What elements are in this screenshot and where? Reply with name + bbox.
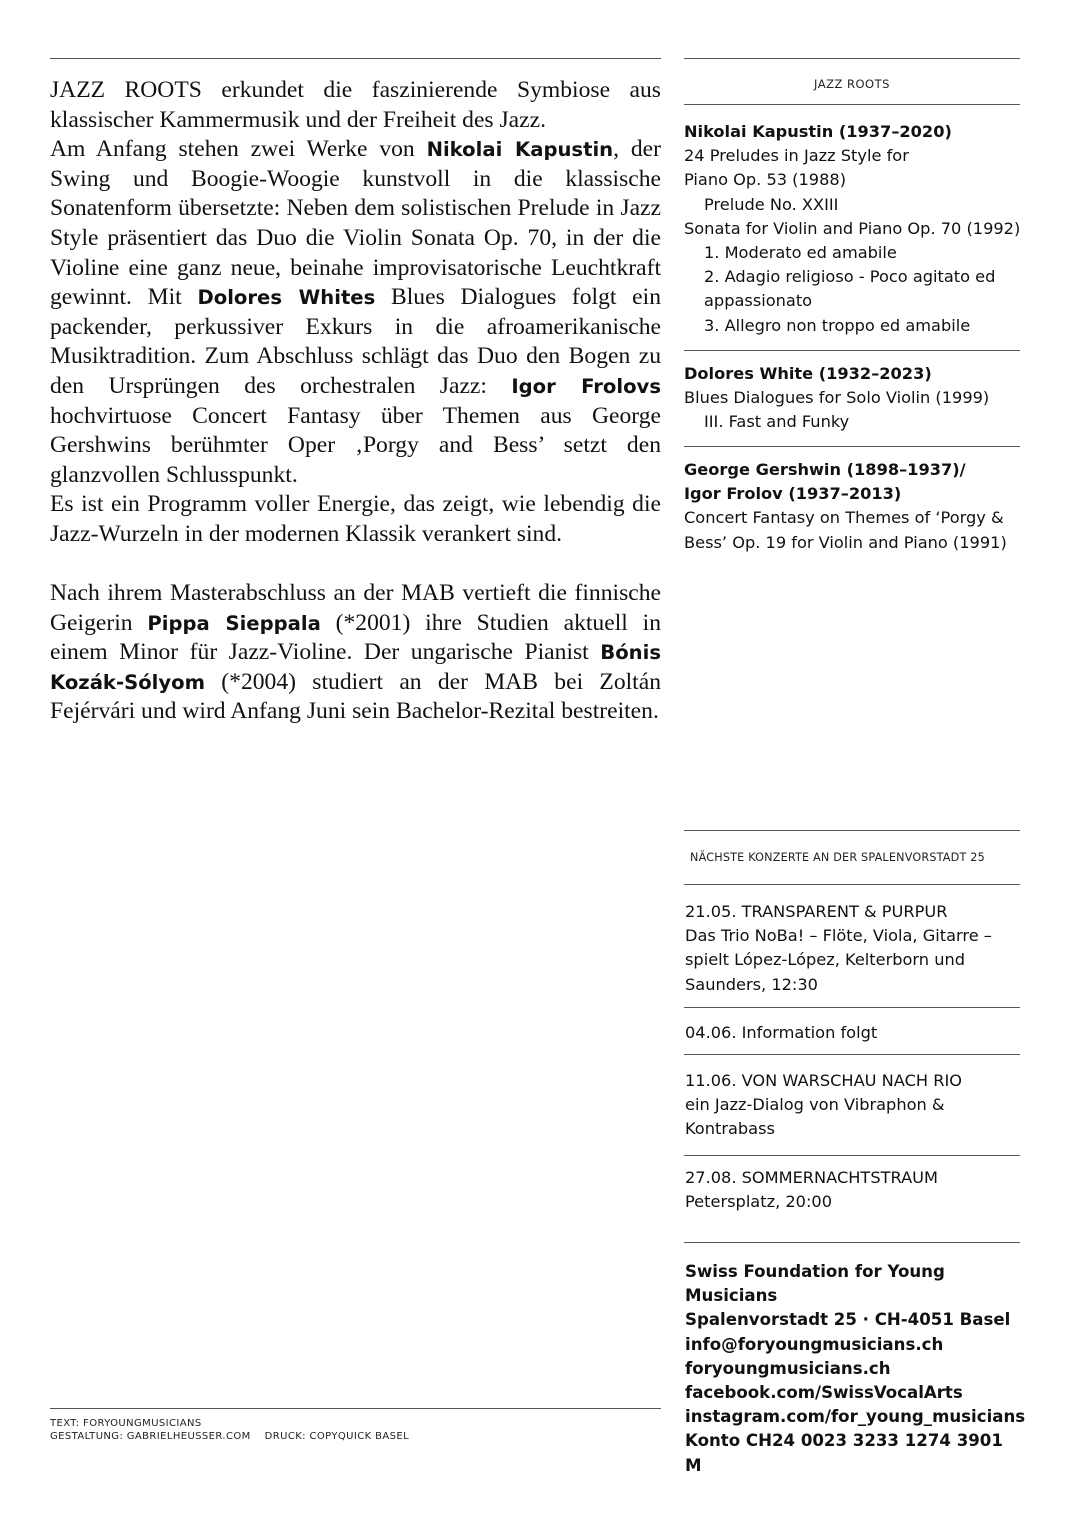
work-title: Sonata for Violin and Piano Op. 70 (1992)	[684, 218, 1021, 238]
event-title: 21.05. TRANSPARENT & PURPUR	[685, 902, 948, 921]
left-top-rule	[50, 58, 661, 59]
email-link[interactable]: info@foryoungmusicians.ch	[685, 1334, 944, 1354]
website-link[interactable]: foryoungmusicians.ch	[685, 1358, 891, 1378]
intro-paragraph-2: Am Anfang stehen zwei Werke von Nikolai Kapustin, der Swing und Boogie-Woogie kunstvoll in die klassische Sonatenform übersetzte: Neben dem solistischen Prelude in Jazz Style präsentiert das Duo die Violin Sonata Op. 70, in der die Violine eine ganz neue, beinahe improvisatorische Leuchtkraft gewinnt. Mit Dolores Whites Blues Dialogues folgt ein packender, perkussiver Exkurs in die afroamerikanische Musiktradition. Zum Abschluss schlägt das Duo den Bogen zu den Ursprüngen des orchestralen Jazz: Igor Frolovs hochvirtuose Concert Fantasy über Themen aus George Gershwins berühmter Oper ‚Porgy and Bess’ setzt den glanzvollen Schlusspunkt.	[50, 136, 662, 488]
event-detail: Petersplatz, 20:00	[685, 1192, 833, 1212]
upcoming-heading: NÄCHSTE KONZERTE AN DER SPALENVORSTADT 25	[690, 851, 985, 864]
credits	[50, 1417, 661, 1443]
movement: III. Fast and Funky	[704, 412, 850, 432]
event-rule-2	[684, 1054, 1020, 1055]
credits-rule	[50, 1408, 661, 1409]
movement: 2. Adagio religioso - Poco agitato ed appassionato	[704, 267, 996, 311]
work-title: Concert Fantasy on Themes of ‘Porgy & Bess’ Op. 19 for Violin and Piano (1991)	[684, 508, 1007, 552]
event-title: 11.06. VON WARSCHAU NACH RIO	[685, 1071, 962, 1090]
contact-rule	[684, 1242, 1020, 1243]
facebook-link[interactable]: facebook.com/SwissVocalArts	[685, 1383, 963, 1403]
movement: 1. Moderato ed amabile	[704, 243, 897, 263]
upcoming-top-rule	[684, 830, 1020, 831]
program-rule-1	[684, 350, 1020, 351]
event-1	[685, 900, 1021, 997]
composer-name: Igor Frolovs	[511, 374, 661, 398]
composer-name: Nikolai Kapustin	[426, 138, 614, 162]
performer-name: Pippa Sieppala	[147, 611, 321, 635]
work-title: 24 Preludes in Jazz Style for	[684, 146, 909, 166]
intro-paragraph-1: JAZZ ROOTS erkundet die faszinierende Symbiose aus klassischer Kammermusik und der Freiheit des Jazz.	[50, 77, 661, 133]
event-title: 04.06. Information folgt	[685, 1023, 878, 1042]
composer-frolov: Igor Frolov (1937–2013)	[684, 484, 902, 504]
composer-name: Dolores Whites	[197, 286, 376, 310]
program-rule-2	[684, 446, 1020, 447]
event-rule-1	[684, 1007, 1020, 1008]
event-3	[685, 1069, 1021, 1142]
event-4	[685, 1166, 1021, 1214]
instagram-link[interactable]: instagram.com/for_young_musicians	[685, 1407, 1026, 1427]
program-heading-rule	[684, 104, 1020, 105]
program-gershwin	[684, 458, 1020, 555]
intro-paragraph-3: Es ist ein Programm voller Energie, das zeigt, wie lebendig die Jazz-Wurzeln in der modernen Klassik verankert sind.	[50, 491, 661, 547]
event-2	[685, 1021, 1021, 1045]
credit-design-print: GESTALTUNG: GABRIELHEUSSER.COM DRUCK: COPYQUICK BASEL	[50, 1431, 410, 1442]
contact-block	[685, 1260, 1026, 1478]
program-kapustin	[684, 120, 1020, 338]
right-top-rule	[684, 58, 1020, 59]
composer-kapustin: Nikolai Kapustin (1937–2020)	[684, 122, 952, 141]
credit-text: TEXT: FORYOUNGMUSICIANS	[50, 1418, 202, 1429]
org-name: Swiss Foundation for Young Musicians	[685, 1262, 945, 1306]
event-title: 27.08. SOMMERNACHTSTRAUM	[685, 1168, 938, 1187]
event-detail: ein Jazz-Dialog von Vibraphon & Kontrabass	[685, 1095, 945, 1139]
movement: Prelude No. XXIII	[704, 194, 839, 214]
event-rule-3	[684, 1155, 1020, 1156]
program-heading: JAZZ ROOTS	[814, 77, 890, 91]
work-title: Piano Op. 53 (1988)	[684, 170, 847, 190]
movement: 3. Allegro non troppo ed amabile	[704, 315, 971, 335]
intro-text	[50, 76, 661, 727]
upcoming-heading-rule	[684, 884, 1020, 885]
address: Spalenvorstadt 25 · CH-4051 Basel	[685, 1310, 1011, 1330]
event-detail: Das Trio NoBa! – Flöte, Viola, Gitarre – spielt López-López, Kelterborn und Saunders, 12:30	[685, 926, 992, 994]
program-white	[684, 362, 1020, 435]
bank-account: Konto CH24 0023 3233 1274 3901 M	[685, 1431, 1003, 1475]
performer-name: Bónis Kozák-Sólyom	[50, 641, 661, 694]
composer-white: Dolores White (1932–2023)	[684, 364, 932, 383]
composer-gershwin: George Gershwin (1898–1937)/	[684, 460, 966, 479]
bio-paragraph: Nach ihrem Masterabschluss an der MAB vertieft die finnische Geigerin Pippa Sieppala (*2001) ihre Studien aktuell in einem Minor für Jazz-Violine. Der ungarische Pianist Bónis Kozák-Sólyom (*2004) studiert an der MAB bei Zoltán Fejérvári und wird Anfang Juni sein Bachelor-Rezital bestreiten.	[50, 580, 661, 725]
work-title: Blues Dialogues for Solo Violin (1999)	[684, 388, 990, 408]
